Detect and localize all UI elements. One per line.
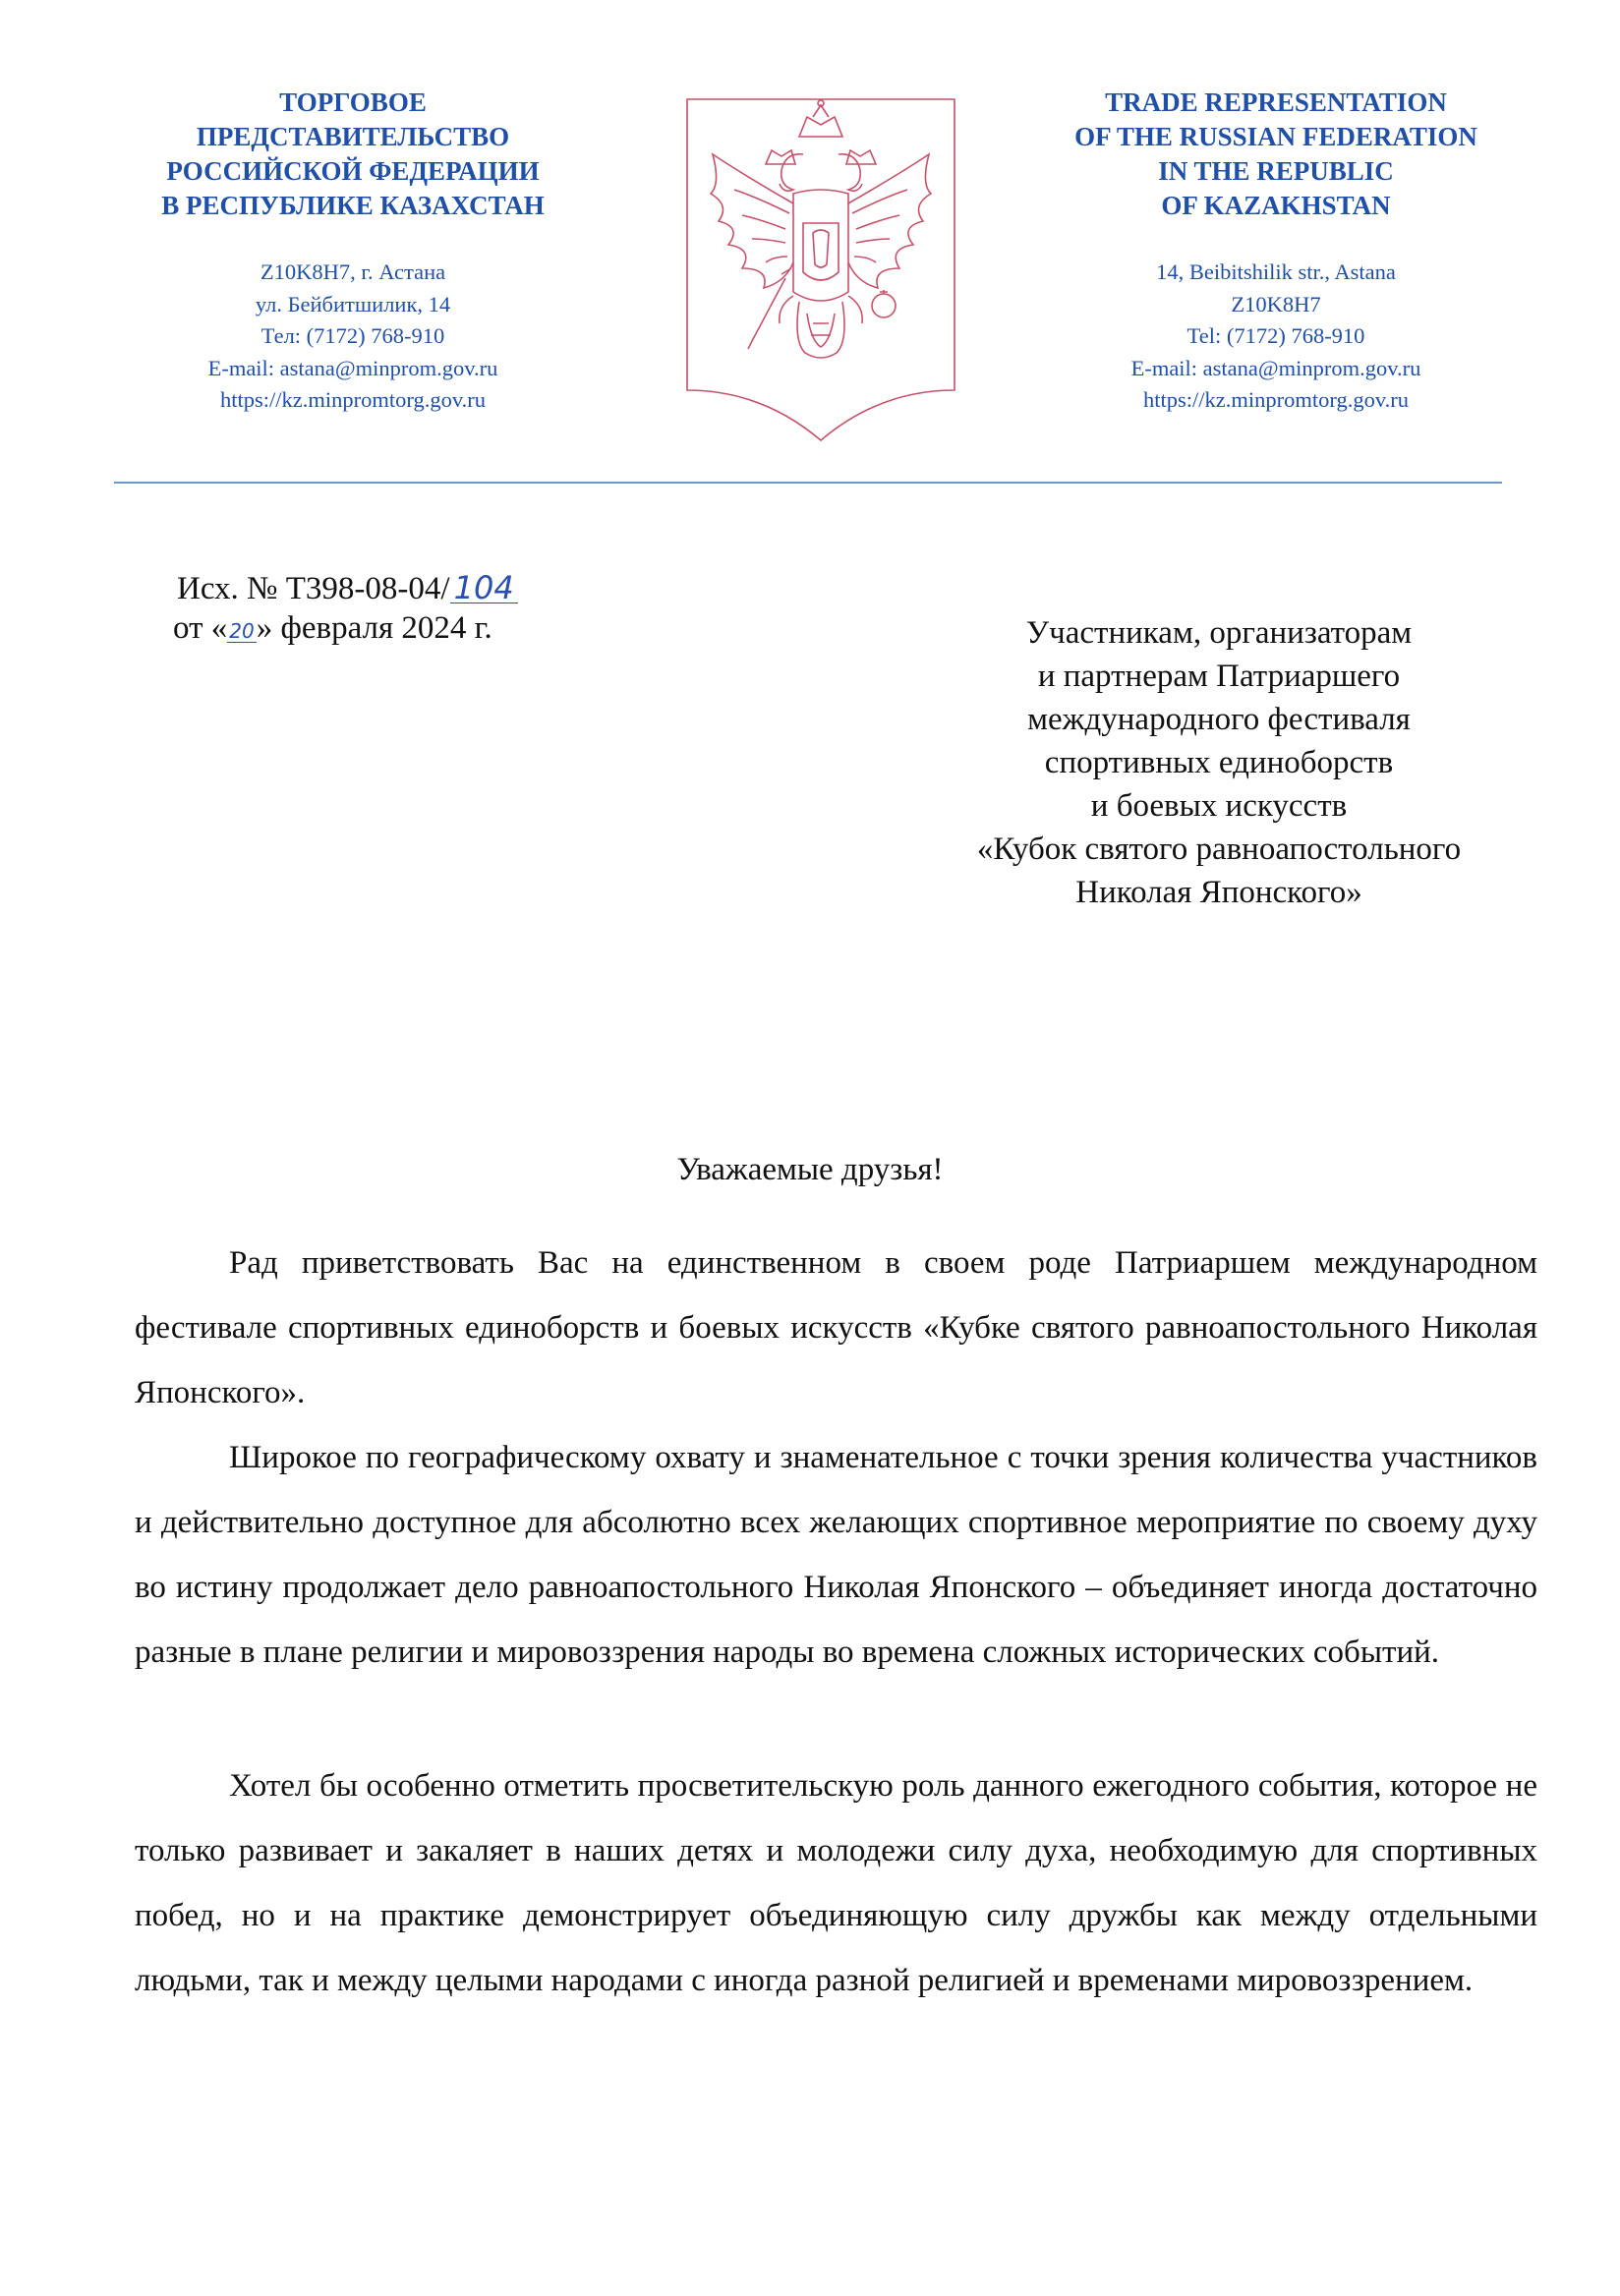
org-name-en: TRADE REPRESENTATION OF THE RUSSIAN FEDERATION IN THE REPUBLIC OF KAZAKHSTAN	[1074, 87, 1477, 220]
email-link-en[interactable]: E-mail: astana@minprom.gov.ru	[1130, 355, 1421, 380]
emblem-scepter	[748, 268, 791, 349]
emblem-orb	[872, 294, 896, 317]
emblem-head-right	[839, 154, 862, 191]
coat-of-arms-icon	[683, 95, 958, 444]
addressee-block: Участникам, организаторам и партнерам Патриаршего международного фестиваля спортивных единоборств и боевых искусств «Кубок святого равноапостольного Николая Японского»	[976, 615, 1462, 910]
emblem-crown-left	[766, 150, 795, 164]
emblem-crown-right	[846, 150, 876, 164]
handwritten-day: 20	[229, 619, 255, 643]
website-link-en[interactable]: https://kz.minpromtorg.gov.ru	[1143, 387, 1409, 412]
emblem-body	[793, 190, 848, 301]
contact-info-ru: Z10K8H7, г. Астана ул. Бейбитшилик, 14 Тел: (7172) 768-910 E-mail: astana@minprom.gov.ru https://kz.minpromtorg.gov.ru	[117, 257, 589, 417]
emblem-frame	[687, 99, 955, 440]
outgoing-number: Исх. № Т398-08-04/ 104	[177, 569, 518, 608]
emblem-head-left	[780, 154, 803, 191]
salutation: Уважаемые друзья!	[676, 1152, 944, 1187]
contact-info-en: 14, Beibitshilik str., Astana Z10K8H7 Tel: (7172) 768-910 E-mail: astana@minprom.gov.ru https://kz.minpromtorg.gov.ru	[1040, 257, 1512, 417]
header-left	[117, 86, 589, 417]
email-link-ru[interactable]: E-mail: astana@minprom.gov.ru	[207, 355, 498, 380]
body-paragraph: Хотел бы особенно отметить просветительскую роль данного ежегодного события, которое не только развивает и закаляет в наших детях и молодежи силу духа, необходимую для спортивных побед, но и на практике демонстрирует объединяющую силу дружбы как между отдельными людьми, так и между целыми народами с иногда разной религией и временами мировоззрением.	[135, 1768, 1537, 1998]
emblem-inner-shield	[803, 223, 839, 280]
header-right	[1040, 86, 1512, 417]
handwritten-number: 104	[450, 573, 518, 603]
letter-date: от « 20» февраля 2024 г.	[173, 610, 492, 646]
body-paragraph: Рад приветствовать Вас на единственном в своем роде Патриаршем международном фестивале спортивных единоборств и боевых искусств «Кубке святого равноапостольного Николая Японского».	[135, 1245, 1537, 1410]
emblem-tail	[797, 302, 844, 358]
emblem-crown-center	[799, 105, 842, 137]
header-divider	[114, 482, 1502, 484]
website-link-ru[interactable]: https://kz.minpromtorg.gov.ru	[220, 387, 486, 412]
org-name-ru: ТОРГОВОЕ ПРЕДСТАВИТЕЛЬСТВО РОССИЙСКОЙ ФЕДЕРАЦИИ В РЕСПУБЛИКЕ КАЗАХСТАН	[161, 87, 545, 220]
body-paragraph: Широкое по географическому охвату и знаменательное с точки зрения количества участников и действительно доступное для абсолютно всех желающих спортивное мероприятие по своему духу во истину продолжает дело равноапостольного Николая Японского – объединяет иногда достаточно разные в плане религии и мировоззрения народы во времена сложных исторических событий.	[135, 1440, 1537, 1670]
